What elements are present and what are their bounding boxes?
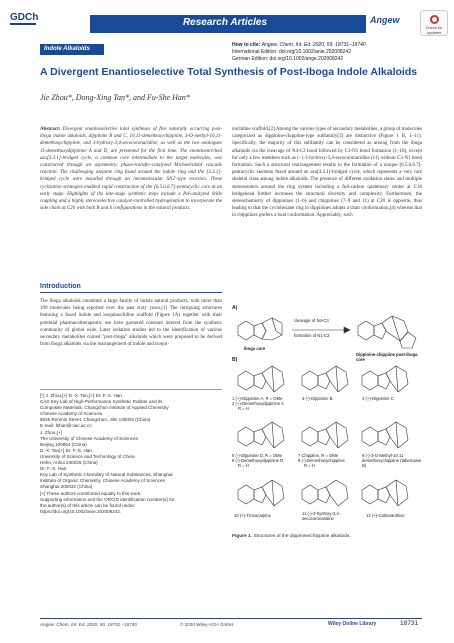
update-check-icon	[430, 15, 439, 24]
compound-2-label: 2 (+)-Demethoxydippinine A	[232, 401, 284, 406]
compound-9-structure	[362, 422, 408, 448]
footer-citation: Angew. Chem. Int. Ed. 2020, 59, 18731 –18740	[40, 622, 137, 627]
aff-email-link[interactable]: E-mail: fshan@ciac.ac.cn	[40, 423, 92, 429]
compound-10-structure	[238, 480, 284, 506]
aff-line: 5625 Renmin Street, Changchun, Jilin 130022 (China)	[40, 417, 151, 423]
compound-11-structure	[302, 480, 348, 506]
intl-label: International Edition:	[232, 49, 278, 55]
aff-line: [+] These authors contributed equally to this work.	[40, 490, 142, 496]
aff-line: Composite Materials, Changchun Institute of Applied Chemistry	[40, 405, 169, 411]
compound-5-label: 5 (-)-Dippinine D, R = OMe	[232, 453, 282, 458]
compound-7-8-structure	[302, 422, 348, 448]
compound-6-label: 6 (-)-Demethoxydippinine D	[232, 458, 284, 463]
compound-12-label: 12 (+)-Catharanthine	[366, 513, 405, 518]
compound-4-label: 4 (+)-Dippinine C	[362, 396, 394, 401]
page-number: 18731	[400, 620, 419, 627]
aff-line: CAS Key Lab of High-Performance Synthetic Rubber and its	[40, 399, 163, 405]
footer-copyright: © 2020 Wiley-VCH GmbH	[180, 622, 234, 627]
aff-line: Supporting information and the ORCID identification number(s) for	[40, 496, 175, 502]
compound-4-structure	[362, 366, 408, 392]
compound-3-label: 3 (-)-Dippinine B	[302, 396, 333, 401]
intro-heading: Introduction	[40, 283, 81, 290]
aff-line: Shanghai 200032 (China)	[40, 484, 93, 490]
gdch-logo-underline	[10, 23, 36, 25]
aff-line: Institute of Organic Chemistry, Chinese Academy of Sciences	[40, 478, 165, 484]
aff-line: the author(s) of this article can be found under:	[40, 502, 136, 508]
aff-line: Beijing 100864 (China)	[40, 441, 87, 447]
wiley-online-library-link[interactable]: Wiley Online Library	[328, 621, 377, 627]
compound-12-structure	[362, 480, 408, 506]
compound-11-label: 11 (-)-3-hydroxy-3,4-secocoronaridine	[302, 511, 341, 521]
section-title: Research Articles	[182, 17, 268, 28]
compound-1-label: 1 (+)-Dippinine A, R = OMe	[232, 396, 283, 401]
compound-1-2-structure	[238, 366, 284, 392]
citation-block	[232, 42, 366, 63]
compound-9-label: 9 (-)-3-O-Methyl-10,11 demethoxychippiine (tabernaine B)	[362, 453, 422, 468]
gdch-logo: GDCh	[10, 12, 39, 23]
intro-text: The iboga alkaloids constitute a large family of indole natural products, with more than 100 molecules being reported over the past sixty years.[1] The intriguing structures featuring a fused indole and isoquinuclidine scaffold (Figure 1A) together with their potential pharmacotherapeutic use have garnered constant interest from the synthetic community of global wide. Later isolation studies led to the identification of various secondary metabolites coined "post-iboga" alkaloids which were proposed to be derived from iboga alkaloids via the rearrangement of indole and isoqui-	[40, 299, 222, 348]
check-for-updates-label: Check for updates	[425, 25, 443, 35]
aff-line: The University of Chinese Academy of Sciences	[40, 435, 138, 441]
dippinine-core-structure	[358, 316, 416, 348]
iboga-core-label: iboga core	[244, 346, 266, 351]
abstract	[40, 126, 222, 212]
compound-2-r-label: R = H	[238, 406, 249, 411]
compound-8-label: 8 (-)-Demethoxychippiine	[298, 458, 345, 463]
aff-line: Chinese Academy of Sciences	[40, 411, 103, 417]
figure-1	[232, 304, 422, 530]
figure-caption	[232, 534, 422, 539]
aff-line: [*] J. Zhou,[+] D.-X. Tan,[+] Dr. F.-S. Han	[40, 393, 122, 398]
abstract-text: Divergent enantioselective total syntheses of five naturally occurring post-iboga indole alkaloids, dippinine B and C, 10,11-demethoxychippiine, 3-O-methyl-10,11-demethoxychippiine, and 3-hydroxy-3,4-secocoronaridine, as well as the two analogues 11-demethoxydippinine A and D, are presented for the first time. The enantioenriched aza[3.3.1]-bridged cycle, a common core intermediate to the target molecules, was constructed through an asymmetric phase-transfer-catalyzed Michael/aldol cascade reaction. The challenging azepane ring fused around the indole ring and the [3.3.1]-bridged cycle were installed through an intramolecular SN2'-type reaction. These cyclization strategies enabled rapid construction of the [6.5.6.6.7]-pentacyclic core at an early stage. Highlights of the late-stage synthetic steps include a Pd-catalyzed Stille coupling and a highly stereoselective catalyst-controlled hydrogenation to incorporate the side chain at C20 with both R and S configurations in the natural products.	[40, 127, 222, 212]
arrow-label-bottom: formation of N1-C3	[294, 333, 330, 338]
abstract-label: Abstract:	[40, 127, 61, 132]
how-to-cite-label: How to cite:	[232, 42, 261, 48]
aff-line: J. Zhou,[+]	[40, 429, 62, 435]
caption-text: Structures of the dippinine/chippiine alkaloids.	[253, 534, 351, 539]
page-header	[0, 10, 454, 38]
aff-line: Hefei, Anhui 230026 (China)	[40, 460, 98, 466]
aff-line: Key Lab of Synthetic Chemistry of Natural Substances, Shanghai	[40, 472, 173, 478]
compound-10-label: 10 (+)-Tronocarpine	[234, 513, 271, 518]
section-tag: Indole Alkaloids	[40, 44, 104, 55]
journal-logo: Angew	[370, 15, 400, 25]
dippinine-core-label: Dippinine-chippiine post-iboga core	[356, 352, 418, 362]
how-to-cite: Angew. Chem. Int. Ed. 2020, 59, 18731–18740	[261, 42, 366, 48]
iboga-core-structure	[238, 318, 282, 340]
affiliations	[40, 393, 222, 515]
compound-5-6-structure	[238, 422, 284, 448]
aff-line: Dr. F.-S. Han	[40, 466, 67, 472]
figure-panel-b-label: B)	[232, 357, 238, 363]
intro-rule	[40, 292, 222, 293]
page-footer	[40, 622, 422, 632]
figure-panel-a-label: A)	[232, 305, 238, 311]
compound-8-r-label: R = H	[304, 463, 315, 468]
footer-rule	[40, 618, 422, 619]
right-column-text: nuclidine scaffold.[2] Among the various types of secondary metabolites, a group of molecules categorized as dippinine-chippiine-type subfamily[3] are distinctive (Figure 1 B, 1–11). Specifically, the majority of this subfamily can be considered as arising from the iboga alkaloids via the cleavage of N4-C3 bond followed by C3-N1 bond formation (1–10), except for only a few members such as (−)-3-hydroxy-3,4-secocoronaridine (11) without C3-N1 bond formation. Such a structural rearrangement results in the formation of a unique [6.5.6.6.7]-pentacyclic skeleton fused around an aza[3.3.1]-bridged cycle, which represents a very rare skeletal class among indole alkaloids. The presence of different oxidation states and multiple stereocenters around the ring system including a full-carbon quaternary center at C16 bridgehead further increases the structural diversity and complexity. Furthermore, the stereochemistry of dippinines (1–6) and chippiines (7–9 and 11) at C20 is opposite, thus leading to that the cyclohexane ring in dippinines adopts a chair conformation,[4] whereas that in chippiines prefers a boat conformation. Appreciably, such	[232, 127, 422, 219]
article-title: A Divergent Enantioselective Total Synthesis of Post-Iboga Indole Alkaloids	[40, 66, 418, 78]
compound-6-r-label: R = H	[238, 463, 249, 468]
caption-label: Figure 1.	[232, 534, 252, 539]
supporting-info-link[interactable]: https://doi.org/10.1002/anie.202008242.	[40, 508, 122, 514]
check-for-updates-button[interactable]	[420, 10, 448, 36]
aff-line: University of Science and Technology of China	[40, 453, 135, 459]
arrow-label-top: cleavage of N4-C3	[294, 318, 329, 323]
german-label: German Edition:	[232, 56, 269, 62]
compound-3-structure	[302, 366, 348, 392]
aff-line: D.-X. Tan[+] Dr. F.-S. Han	[40, 447, 92, 453]
affiliation-rule	[40, 389, 222, 390]
article-authors: Jie Zhou*, Dong-Xing Tan*, and Fu-She Han*	[40, 93, 190, 102]
german-doi-link[interactable]: doi.org/10.1002/ange.202008242	[269, 56, 344, 62]
intl-doi-link[interactable]: doi.org/10.1002/anie.202008242	[278, 49, 351, 55]
compound-7-label: 7 Chippiine, R = OMe	[298, 453, 339, 458]
